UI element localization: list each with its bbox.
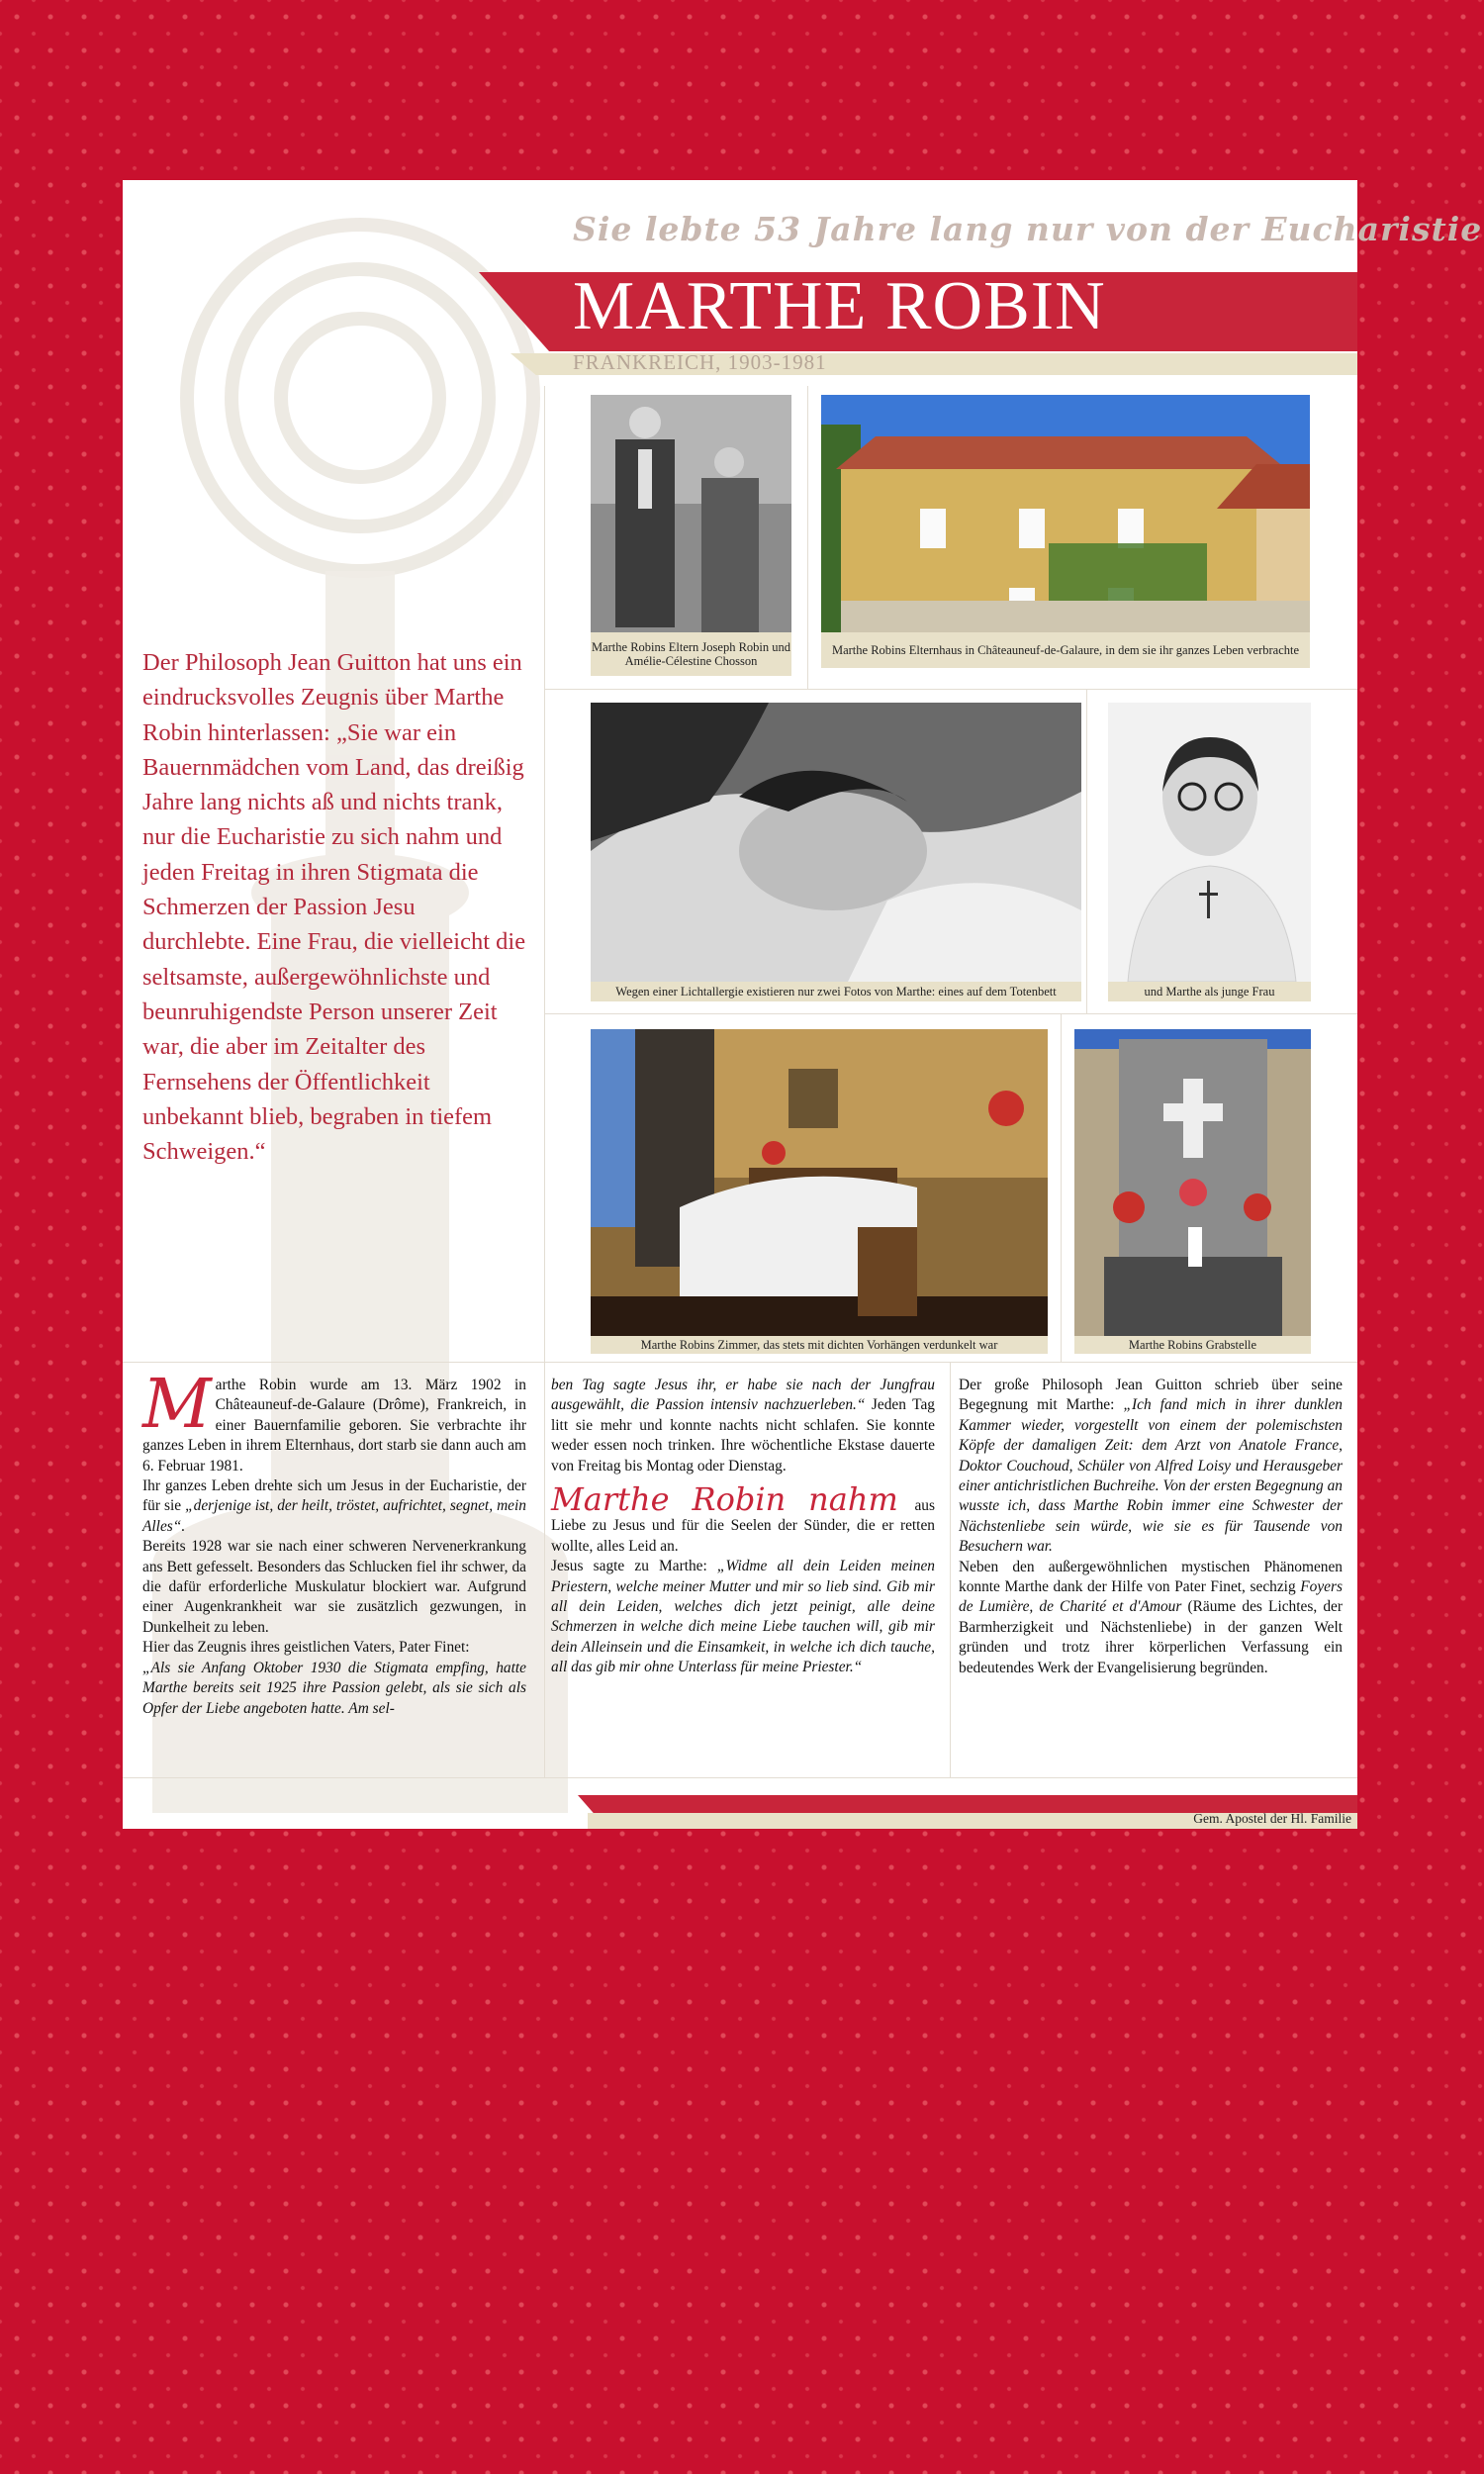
- grid-line: [807, 386, 808, 689]
- deathbed-caption: Wegen einer Lichtallergie existieren nur zwei Fotos von Marthe: eines auf dem Totenbett: [591, 982, 1081, 1001]
- grid-line: [123, 1362, 1357, 1363]
- young-marthe-caption: und Marthe als junge Frau: [1108, 982, 1311, 1001]
- paragraph: [551, 1482, 935, 1557]
- article-column-1: [142, 1366, 526, 1719]
- deathbed-photo: [591, 703, 1081, 982]
- grid-line: [1061, 1013, 1062, 1362]
- bedroom-caption: Marthe Robins Zimmer, das stets mit dichten Vorhängen verdunkelt war: [591, 1336, 1048, 1354]
- paragraph: arthe Robin wurde am 13. März 1902 in Châteauneuf-de-Galaure (Drôme), Frankreich, in einer Bauernfamilie geboren. Sie verbrachte ihr ganzes Leben in ihrem Elternhaus, dort starb sie dann auch am 6. Februar 1981.: [142, 1377, 526, 1475]
- grid-line: [123, 1777, 1357, 1778]
- paragraph-emphasis: Foyers de Lumière, de Charité et d'Amour: [959, 1578, 1343, 1616]
- paragraph: Bereits 1928 war sie nach einer schweren Nervenerkrankung ans Bett gefesselt. Besonders das Schlucken fiel ihr schwer, da die dafür erforderliche Muskulatur blockiert war. Aufgrund einer Augenkrankheit war sie zusätzlich gezwungen, in Dunkelheit zu leben.: [142, 1538, 526, 1636]
- paragraph-text: Ihr ganzes Leben drehte sich um Jesus in der Eucharistie, der für sie: [142, 1477, 526, 1515]
- poster: [123, 180, 1483, 1829]
- paragraph-quote: „Widme all dein Leiden meinen Priestern, welche meiner Mutter und mir so lieb sind. Gib mir all dein Leiden, welches dich jetzt peinigt, alle deine Schmerzen in welche dich meine Liebe tauchen will, gib mir dein Alleinsein und die Einsamkeit, in welche ich dich tauche, all das gib mir ohne Unterlass für meine Priester.“: [551, 1558, 935, 1676]
- grave-photo: [1074, 1029, 1311, 1336]
- footer-credit: Gem. Apostel der Hl. Familie: [1193, 1811, 1351, 1826]
- paragraph: [142, 1476, 526, 1537]
- house-caption: Marthe Robins Elternhaus in Châteauneuf-de-Galaure, in dem sie ihr ganzes Leben verbrachte: [821, 632, 1310, 668]
- paragraph: „Als sie Anfang Oktober 1930 die Stigmata empfing, hatte Marthe bereits seit 1925 ihre Passion gelebt, als sie sich als Opfer der Liebe angeboten hatte. Am sel-: [142, 1659, 526, 1717]
- grid-line: [950, 1362, 951, 1777]
- grid-line: [1086, 689, 1087, 1013]
- article-column-2: [551, 1376, 935, 1678]
- paragraph: [959, 1376, 1343, 1558]
- paragraph-text: Jesus sagte zu Marthe:: [551, 1558, 717, 1575]
- country-years: FRANKREICH, 1903-1981: [573, 350, 827, 374]
- section-heading: Marthe Robin nahm: [551, 1480, 898, 1519]
- page-title: MARTHE ROBIN: [573, 268, 1106, 344]
- parents-photo: [591, 395, 791, 632]
- paragraph: [959, 1558, 1343, 1678]
- paragraph: [551, 1376, 935, 1476]
- parents-caption: Marthe Robins Eltern Joseph Robin und Amélie-Célestine Chosson: [591, 632, 791, 676]
- paragraph: [551, 1557, 935, 1677]
- grid-line: [544, 1362, 545, 1777]
- article-column-3: [959, 1376, 1343, 1678]
- grid-line: [544, 689, 1357, 690]
- bedroom-photo: [591, 1029, 1048, 1336]
- paragraph-text: (Räume des Lichtes, der Barmherzigkeit und Nächstenliebe) in der ganzen Welt gründen und trotz ihrer körperlichen Verfassung ein bedeutendes Werk der Evangelisierung begründen.: [959, 1598, 1343, 1676]
- paragraph-text: Der große Philosoph Jean Guitton schrieb über seine Begegnung mit Marthe:: [959, 1377, 1343, 1414]
- paragraph-text: aus Liebe zu Jesus und für die Seelen der Sünder, die er retten wollte, alles Leid an.: [551, 1497, 935, 1555]
- paragraph-text: Neben den außergewöhnlichen mystischen Phänomenen konnte Marthe dank der Hilfe von Pater Finet, sechzig: [959, 1558, 1343, 1596]
- paragraph: Hier das Zeugnis ihres geistlichen Vaters, Pater Finet:: [142, 1639, 470, 1657]
- paragraph-quote: ben Tag sagte Jesus ihr, er habe sie nach der Jungfrau ausgewählt, die Passion intensiv nachzuerleben.“: [551, 1377, 935, 1414]
- house-photo: [821, 395, 1310, 632]
- paragraph-quote: „derjenige ist, der heilt, tröstet, aufrichtet, segnet, mein Alles“.: [142, 1497, 526, 1535]
- grid-line: [544, 1013, 1357, 1014]
- grave-caption: Marthe Robins Grabstelle: [1074, 1336, 1311, 1354]
- paragraph-quote: „Ich fand mich in ihrer dunklen Kammer wieder, vorgestellt von einem der polemischsten Köpfe der damaligen Zeit: dem Arzt von Anatole France, Doktor Couchoud, Schüler von Alfred Loisy und Herausgeber einer antichristlichen Buchreihe. Von der ersten Begegnung an wusste ich, dass Marthe Robin immer eine Schwester der Nächstenliebe sein würde, wie sie es für Tausende von Besuchern war.: [959, 1396, 1343, 1556]
- paragraph-text: Jeden Tag litt sie mehr und konnte nachts nicht schlafen. Sie konnte weder essen noch trinken. Ihre wöchentliche Ekstase dauerte von Freitag bis Montag oder Dienstag.: [551, 1396, 935, 1475]
- young-marthe-photo: [1108, 703, 1311, 982]
- intro-quote: Der Philosoph Jean Guitton hat uns ein eindrucksvolles Zeugnis über Marthe Robin hinterlassen: „Sie war ein Bauernmädchen vom Land, das dreißig Jahre lang nichts aß und nichts trank, nur die Eucharistie zu sich nahm und jeden Freitag in ihren Stigmata die Schmerzen der Passion Jesu durchlebte. Eine Frau, die vielleicht die seltsamste, außergewöhnlichste und beunruhigendste Person unserer Zeit war, die aber im Zeitalter des Fernsehens der Öffentlichkeit unbekannt blieb, begraben in tiefem Schweigen.“: [142, 649, 526, 1166]
- drop-cap: M: [142, 1366, 212, 1444]
- subtitle: Sie lebte 53 Jahre lang nur von der Eucharistie: [573, 210, 1483, 248]
